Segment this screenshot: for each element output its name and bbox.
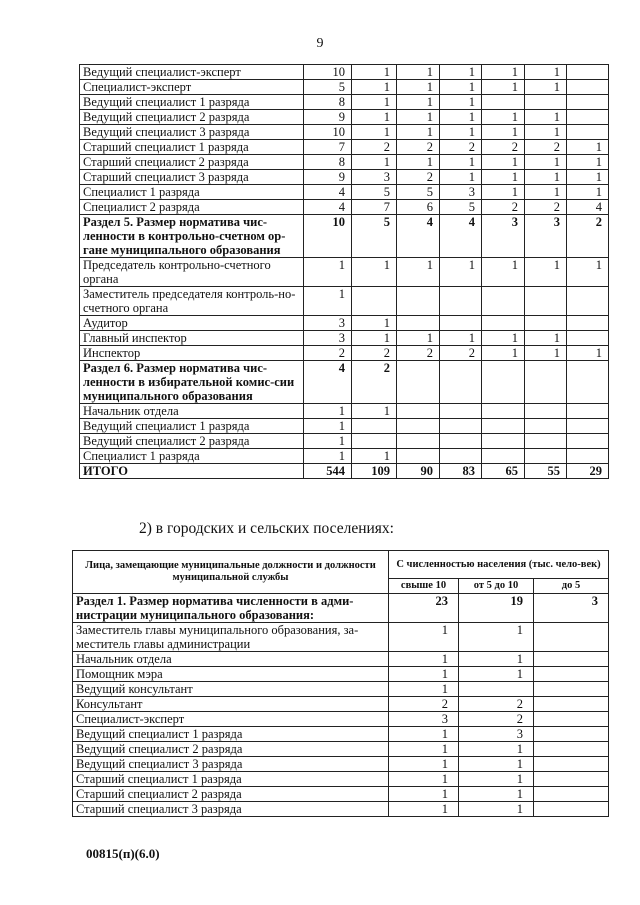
value-cell: 1 [389,682,459,697]
row-label: Специалист-эксперт [80,80,304,95]
value-cell: 1 [525,65,567,80]
value-cell: 1 [352,258,397,287]
value-cell: 1 [567,140,609,155]
value-cell: 10 [304,65,352,80]
value-cell: 1 [389,667,459,682]
row-label: Специалист 1 разряда [80,449,304,464]
value-cell: 2 [352,346,397,361]
value-cell: 1 [525,170,567,185]
value-cell: 1 [389,802,459,817]
row-label: Инспектор [80,346,304,361]
value-cell: 1 [389,652,459,667]
row-label: Специалист 2 разряда [80,200,304,215]
row-label: Специалист 1 разряда [80,185,304,200]
value-cell: 3 [304,316,352,331]
value-cell: 1 [482,258,525,287]
value-cell: 1 [440,258,482,287]
table-row [73,682,609,697]
value-cell: 1 [397,331,440,346]
table-row [73,772,609,787]
value-cell [397,287,440,316]
value-cell: 4 [304,185,352,200]
value-cell: 1 [482,185,525,200]
value-cell: 1 [459,742,534,757]
value-cell: 4 [304,361,352,404]
table-row [73,667,609,682]
value-cell: 2 [397,170,440,185]
value-cell: 1 [352,316,397,331]
value-cell [482,95,525,110]
value-cell [534,682,609,697]
value-cell: 1 [352,404,397,419]
row-label: Главный инспектор [80,331,304,346]
value-cell [534,742,609,757]
value-cell: 2 [440,140,482,155]
value-cell: 2 [525,140,567,155]
settlements-subtitle: 2) в городских и сельских поселениях: [139,520,394,537]
table-row [73,652,609,667]
value-cell: 65 [482,464,525,479]
document-code: 00815(п)(6.0) [86,846,160,861]
value-cell [525,404,567,419]
value-cell [482,419,525,434]
table-row [73,757,609,772]
value-cell: 1 [525,155,567,170]
table-row [80,419,609,434]
row-label: Консультант [73,697,389,712]
staff-norms-table [79,64,609,479]
value-cell: 1 [304,449,352,464]
value-cell: 1 [397,155,440,170]
value-cell: 4 [440,215,482,258]
value-cell: 5 [397,185,440,200]
value-cell: 1 [389,757,459,772]
value-cell [482,449,525,464]
value-cell: 1 [567,155,609,170]
value-cell: 3 [389,712,459,727]
row-label: Ведущий специалист 3 разряда [80,125,304,140]
population-group-header: С численностью населения (тыс. чело-век) [389,551,609,579]
value-cell: 1 [482,65,525,80]
row-label: Заместитель председателя контроль-но-счетного органа [80,287,304,316]
table-row [80,287,609,316]
value-cell: 23 [389,594,459,623]
value-cell [567,361,609,404]
value-cell: 9 [304,170,352,185]
value-cell [567,65,609,80]
value-cell: 1 [389,742,459,757]
value-cell [525,449,567,464]
value-cell [440,287,482,316]
table-row [73,697,609,712]
value-cell [459,682,534,697]
value-cell [534,623,609,652]
table-row [73,787,609,802]
row-label: Раздел 5. Размер норматива чис-ленности в контрольно-счетном ор-гане муниципального образования [80,215,304,258]
value-cell: 109 [352,464,397,479]
value-cell [567,419,609,434]
table-row [80,404,609,419]
value-cell: 1 [459,667,534,682]
value-cell: 1 [397,258,440,287]
value-cell: 1 [389,727,459,742]
value-cell: 1 [352,331,397,346]
row-label: Председатель контрольно-счетного органа [80,258,304,287]
value-cell: 1 [440,155,482,170]
value-cell [534,727,609,742]
value-cell [567,316,609,331]
value-cell: 2 [397,346,440,361]
row-label: Заместитель главы муниципального образования, за-меститель главы администрации [73,623,389,652]
row-label: Старший специалист 2 разряда [80,155,304,170]
value-cell: 2 [459,712,534,727]
value-cell: 1 [352,155,397,170]
value-cell [440,449,482,464]
row-label: Старший специалист 2 разряда [73,787,389,802]
row-label: Ведущий специалист 1 разряда [80,95,304,110]
value-cell [567,110,609,125]
value-cell: 5 [304,80,352,95]
value-cell: 1 [567,185,609,200]
value-cell: 1 [482,125,525,140]
value-cell [525,95,567,110]
value-cell: 7 [352,200,397,215]
value-cell: 7 [304,140,352,155]
value-cell [534,697,609,712]
row-label: Раздел 6. Размер норматива чис-ленности в избирательной комис-сии муниципального образования [80,361,304,404]
value-cell: 3 [459,727,534,742]
value-cell: 1 [525,185,567,200]
value-cell: 1 [397,65,440,80]
value-cell: 1 [567,346,609,361]
row-label: ИТОГО [80,464,304,479]
value-cell [397,316,440,331]
value-cell [567,287,609,316]
value-cell: 2 [352,140,397,155]
value-cell: 10 [304,215,352,258]
value-cell: 19 [459,594,534,623]
value-cell: 3 [525,215,567,258]
value-cell: 1 [482,155,525,170]
row-label: Помощник мэра [73,667,389,682]
value-cell [397,449,440,464]
value-cell: 1 [352,110,397,125]
value-cell [567,95,609,110]
table-row [80,449,609,464]
value-cell: 1 [389,772,459,787]
value-cell: 4 [304,200,352,215]
value-cell [397,434,440,449]
value-cell: 1 [567,258,609,287]
total-row [80,464,609,479]
value-cell: 1 [440,110,482,125]
value-cell: 2 [397,140,440,155]
value-cell: 1 [440,80,482,95]
table-row [80,346,609,361]
value-cell [482,404,525,419]
value-cell: 9 [304,110,352,125]
value-cell: 29 [567,464,609,479]
value-cell: 1 [304,404,352,419]
value-cell: 1 [440,170,482,185]
row-label: Начальник отдела [80,404,304,419]
value-cell: 1 [567,170,609,185]
table-row [73,727,609,742]
value-cell: 1 [440,65,482,80]
column-header-over-10: свыше 10 [389,579,459,594]
value-cell [525,419,567,434]
row-label: Ведущий консультант [73,682,389,697]
table-row [80,185,609,200]
value-cell: 3 [482,215,525,258]
value-cell: 90 [397,464,440,479]
table-row [80,331,609,346]
row-label: Старший специалист 1 разряда [80,140,304,155]
value-cell: 1 [304,434,352,449]
value-cell [440,419,482,434]
row-label: Ведущий специалист 1 разряда [80,419,304,434]
section-row [73,594,609,623]
value-cell: 1 [440,331,482,346]
value-cell [567,404,609,419]
table-row [80,110,609,125]
row-label: Раздел 1. Размер норматива численности в адми-нистрации муниципального образования: [73,594,389,623]
value-cell: 1 [304,419,352,434]
value-cell [352,287,397,316]
value-cell: 2 [304,346,352,361]
value-cell: 1 [352,449,397,464]
value-cell: 5 [352,185,397,200]
row-label: Старший специалист 3 разряда [80,170,304,185]
value-cell: 1 [482,110,525,125]
row-label: Старший специалист 1 разряда [73,772,389,787]
value-cell: 83 [440,464,482,479]
value-cell [397,361,440,404]
value-cell: 1 [397,110,440,125]
value-cell: 5 [352,215,397,258]
table-row [73,712,609,727]
value-cell: 1 [304,287,352,316]
value-cell: 1 [397,80,440,95]
value-cell: 1 [482,170,525,185]
value-cell: 2 [440,346,482,361]
value-cell [534,667,609,682]
value-cell: 55 [525,464,567,479]
value-cell: 1 [482,80,525,95]
column-header-5-to-10: от 5 до 10 [459,579,534,594]
value-cell: 5 [440,200,482,215]
value-cell: 1 [352,125,397,140]
value-cell: 1 [459,772,534,787]
row-label: Аудитор [80,316,304,331]
value-cell [534,757,609,772]
table-row [80,140,609,155]
table-row [80,95,609,110]
value-cell: 1 [525,80,567,95]
table-row [80,125,609,140]
value-cell: 2 [482,200,525,215]
value-cell [482,316,525,331]
value-cell [440,316,482,331]
table-row [80,258,609,287]
row-label: Ведущий специалист-эксперт [80,65,304,80]
row-label: Ведущий специалист 1 разряда [73,727,389,742]
column-header-under-5: до 5 [534,579,609,594]
settlements-staff-table [72,550,609,817]
value-cell: 1 [525,331,567,346]
value-cell [525,316,567,331]
table-row [73,742,609,757]
value-cell: 1 [352,95,397,110]
value-cell [534,652,609,667]
value-cell [482,287,525,316]
value-cell: 8 [304,155,352,170]
value-cell: 1 [397,125,440,140]
value-cell [482,361,525,404]
value-cell: 1 [459,623,534,652]
table-row [80,155,609,170]
row-label: Ведущий специалист 2 разряда [80,110,304,125]
value-cell [534,712,609,727]
table-row [73,623,609,652]
row-label: Специалист-эксперт [73,712,389,727]
value-cell [352,419,397,434]
value-cell [482,434,525,449]
value-cell: 4 [567,200,609,215]
value-cell [397,404,440,419]
value-cell: 2 [525,200,567,215]
value-cell: 1 [352,65,397,80]
value-cell [567,125,609,140]
value-cell: 3 [352,170,397,185]
row-label: Ведущий специалист 2 разряда [73,742,389,757]
row-label: Начальник отдела [73,652,389,667]
value-cell [525,287,567,316]
value-cell: 2 [567,215,609,258]
table-row [80,200,609,215]
row-label: Ведущий специалист 3 разряда [73,757,389,772]
value-cell [440,404,482,419]
row-label: Ведущий специалист 2 разряда [80,434,304,449]
value-cell: 1 [525,125,567,140]
value-cell [397,419,440,434]
value-cell: 10 [304,125,352,140]
value-cell [534,802,609,817]
value-cell: 1 [397,95,440,110]
table-row [80,316,609,331]
value-cell [352,434,397,449]
value-cell [440,361,482,404]
value-cell: 1 [389,623,459,652]
section-row [80,361,609,404]
value-cell: 3 [440,185,482,200]
value-cell: 4 [397,215,440,258]
value-cell: 8 [304,95,352,110]
value-cell [567,80,609,95]
table-row [80,80,609,95]
value-cell: 3 [304,331,352,346]
value-cell [567,331,609,346]
value-cell: 1 [459,652,534,667]
row-label: Старший специалист 3 разряда [73,802,389,817]
value-cell: 1 [482,346,525,361]
table-row [80,170,609,185]
position-column-header: Лица, замещающие муниципальные должности и должности муниципальной службы [73,551,389,594]
table-row [80,434,609,449]
value-cell: 6 [397,200,440,215]
value-cell: 2 [459,697,534,712]
value-cell: 1 [352,80,397,95]
value-cell: 1 [482,331,525,346]
value-cell [567,449,609,464]
value-cell: 1 [389,787,459,802]
value-cell [567,434,609,449]
value-cell: 2 [389,697,459,712]
value-cell: 1 [459,757,534,772]
value-cell: 1 [440,95,482,110]
value-cell: 1 [459,787,534,802]
value-cell: 1 [459,802,534,817]
value-cell [534,787,609,802]
value-cell: 544 [304,464,352,479]
value-cell: 3 [534,594,609,623]
section-row [80,215,609,258]
value-cell [525,361,567,404]
value-cell: 2 [352,361,397,404]
value-cell [525,434,567,449]
value-cell: 1 [525,346,567,361]
value-cell: 1 [525,258,567,287]
value-cell: 1 [440,125,482,140]
page-number: 9 [316,36,324,51]
table-row [73,802,609,817]
value-cell: 1 [525,110,567,125]
value-cell: 2 [482,140,525,155]
value-cell: 1 [304,258,352,287]
value-cell [440,434,482,449]
value-cell [534,772,609,787]
table-row [80,65,609,80]
